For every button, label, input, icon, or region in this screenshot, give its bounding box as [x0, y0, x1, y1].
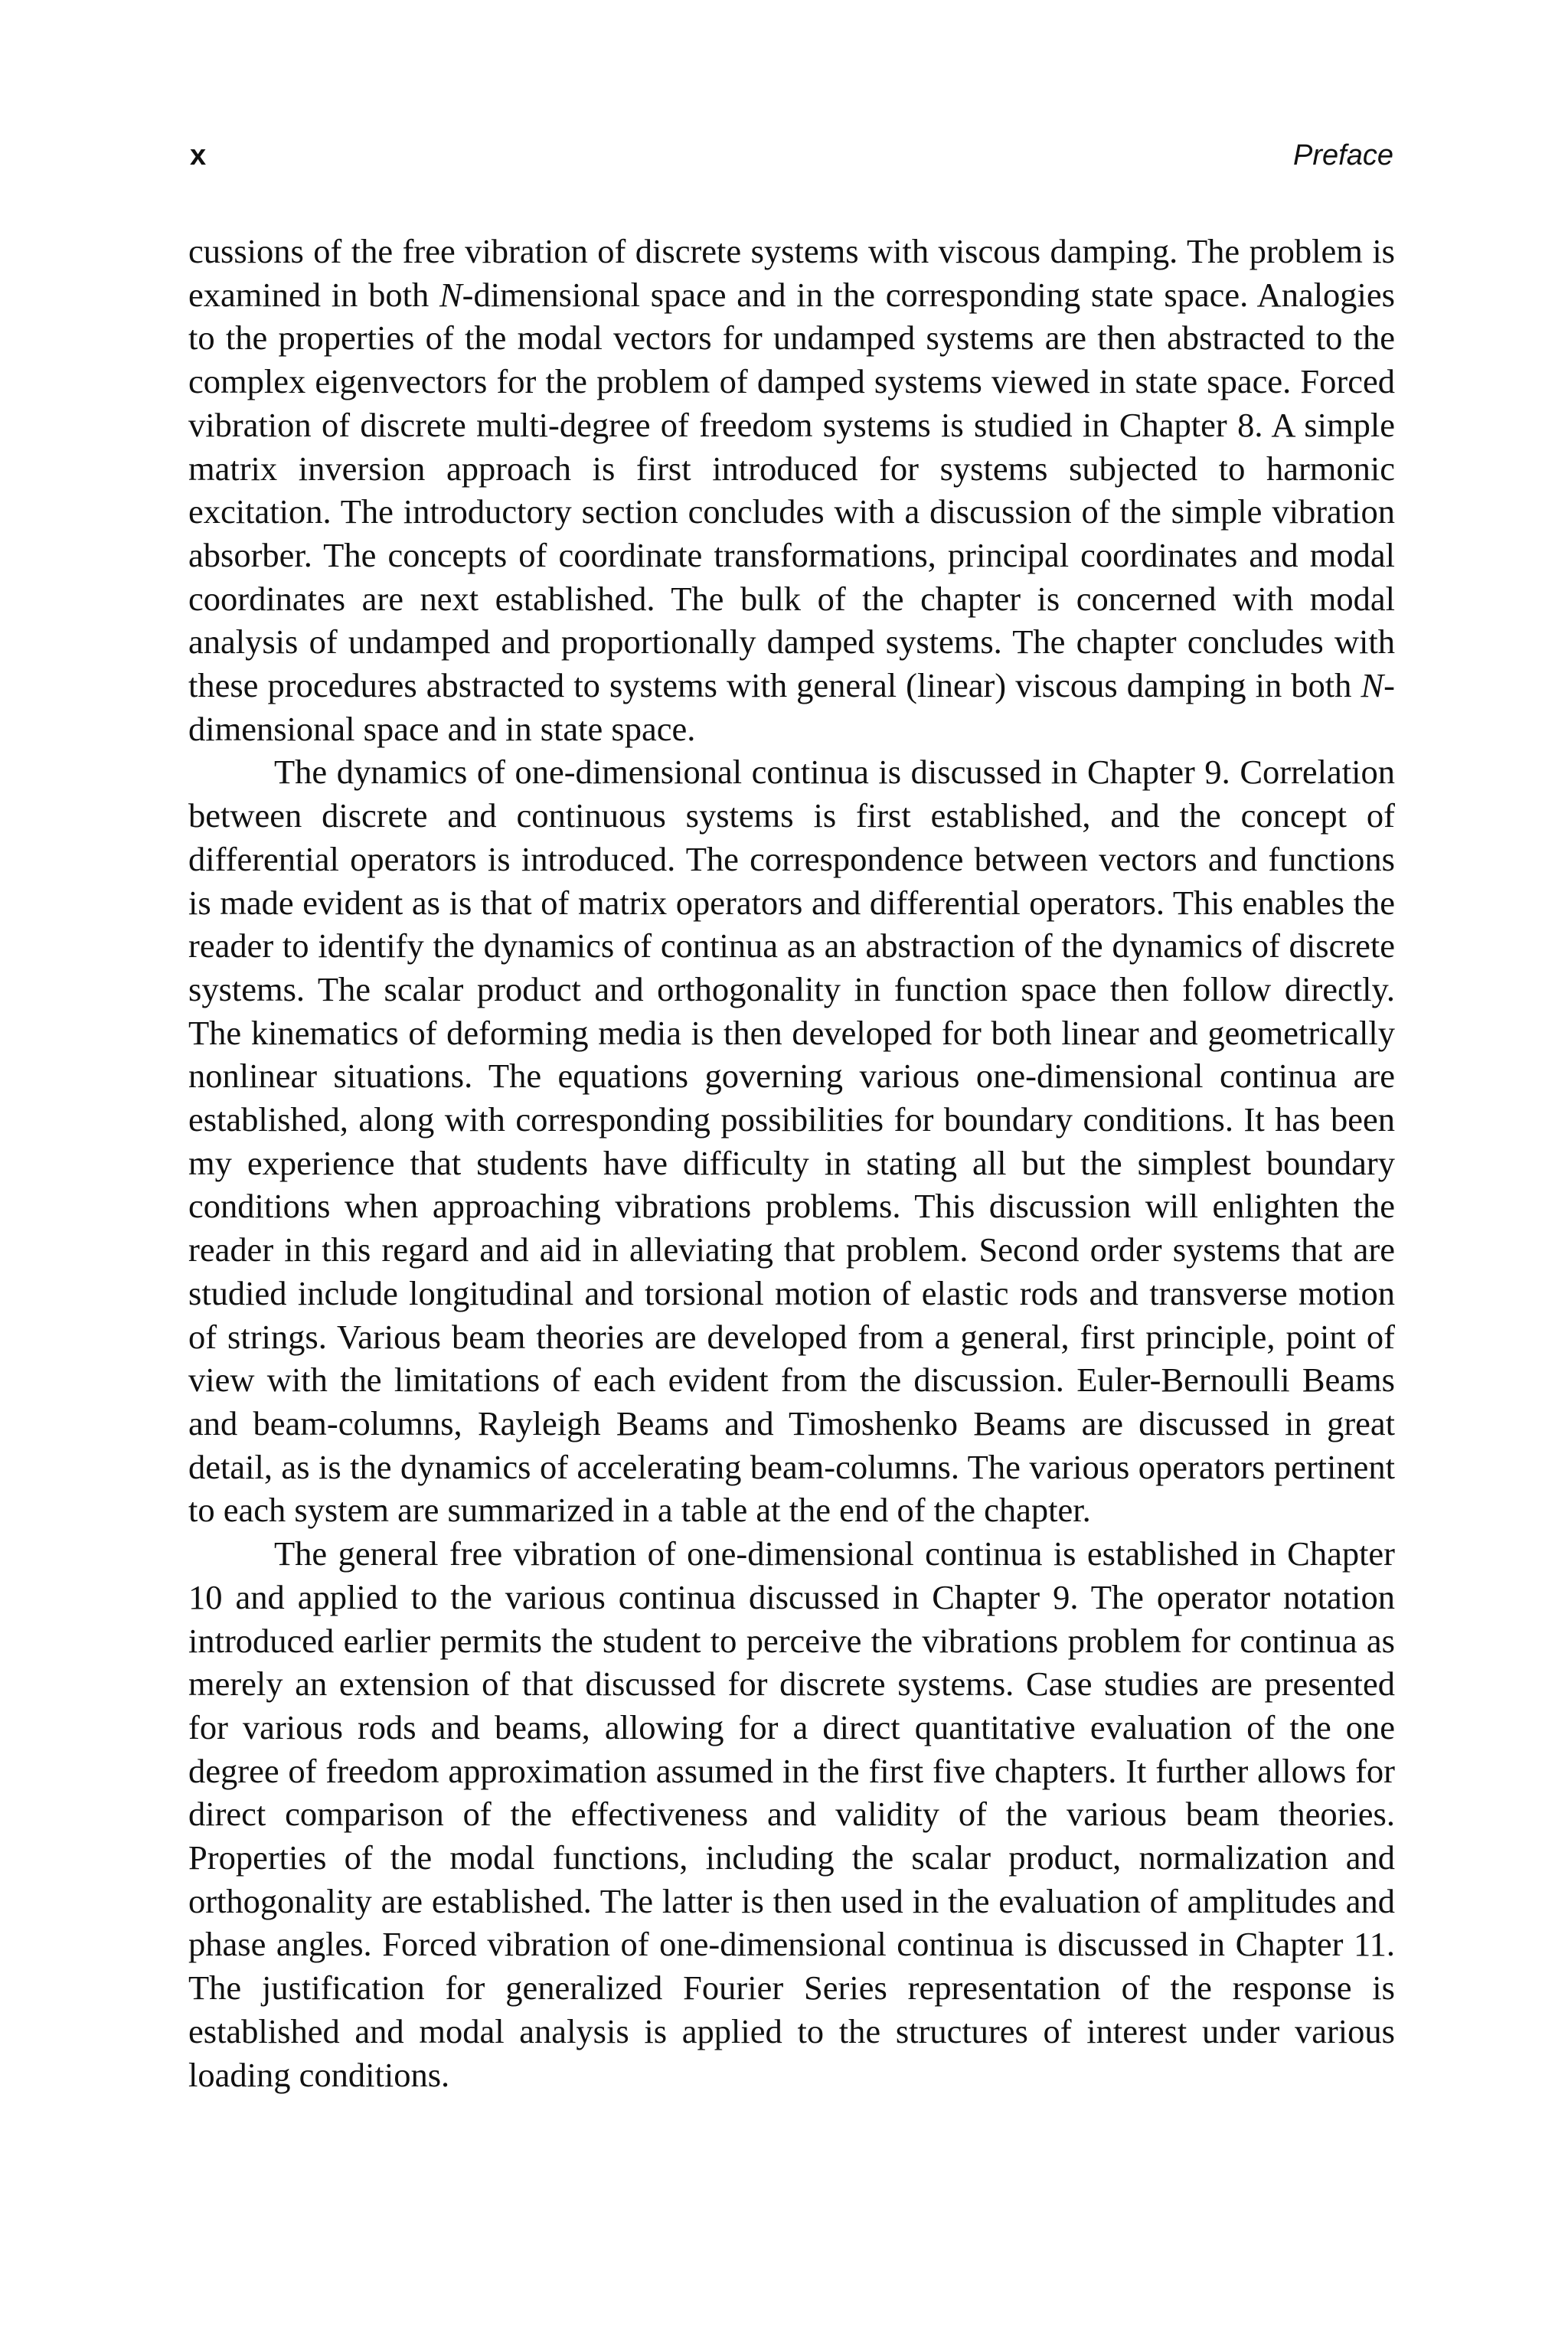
paragraph-continued: cussions of the free vibration of discrete systems with viscous damping. The problem is examined in both N-dimensional space and in the corresponding state space. Analogies to the properties of the modal vectors for undamped systems are then abstracted to the complex eigenvectors for the problem of damped systems viewed in state space. Forced vibration of discrete multi-degree of freedom systems is studied in Chapter 8. A simple matrix inversion approach is first introduced for systems subjected to harmonic excitation. The introductory section concludes with a discussion of the simple vibration absorber. The concepts of coordinate transformations, principal coordinates and modal coordinates are next established. The bulk of the chapter is concerned with modal analysis of undamped and proportionally damped systems. The chapter concludes with these procedures abstracted to systems with general (linear) viscous damping in both N-dimensional space and in state space. [188, 232, 1395, 748]
paragraph-chapter-9: The dynamics of one-dimensional continua is discussed in Chapter 9. Correlation between discrete and continuous systems is first established, and the concept of differential operators is introduced. The correspondence between vectors and functions is made evident as is that of matrix operators and differential operators. This enables the reader to identify the dynamics of continua as an abstraction of the dynamics of discrete systems. The scalar product and orthogonality in function space then follow directly. The kinematics of deforming media is then developed for both linear and geometrically nonlinear situations. The equations governing various one-dimensional continua are established, along with corresponding possibilities for boundary conditions. It has been my experience that students have difficulty in stating all but the simplest boundary conditions when approaching vibrations problems. This discussion will enlighten the reader in this regard and aid in alleviating that problem. Second order systems that are studied include longitudinal and torsional motion of elastic rods and transverse motion of strings. Various beam theories are developed from a general, first principle, point of view with the limitations of each evident from the discussion. Euler-Bernoulli Beams and beam-columns, Rayleigh Beams and Timoshenko Beams are discussed in great detail, as is the dynamics of accelerating beam-columns. The various operators pertinent to each system are summarized in a table at the end of the chapter. [188, 753, 1395, 1530]
body-text [188, 230, 1395, 2096]
page-header [190, 136, 1393, 175]
running-head: Preface [1293, 139, 1393, 172]
page-number: x [190, 139, 207, 172]
paragraph-chapter-10-11: The general free vibration of one-dimensional continua is established in Chapter 10 and applied to the various continua discussed in Chapter 9. The operator notation introduced earlier permits the student to perceive the vibrations problem for continua as merely an extension of that discussed for discrete systems. Case studies are presented for various rods and beams, allowing for a direct quantitative evaluation of the one degree of freedom approximation assumed in the first five chapters. It further allows for direct comparison of the effectiveness and validity of the various beam theories. Properties of the modal functions, including the scalar product, normalization and orthogonality are established. The latter is then used in the evaluation of amplitudes and phase angles. Forced vibration of one-dimensional continua is discussed in Chapter 11. The justification for generalized Fourier Series representation of the response is established and modal analysis is applied to the structures of interest under various loading conditions. [188, 1534, 1395, 2094]
